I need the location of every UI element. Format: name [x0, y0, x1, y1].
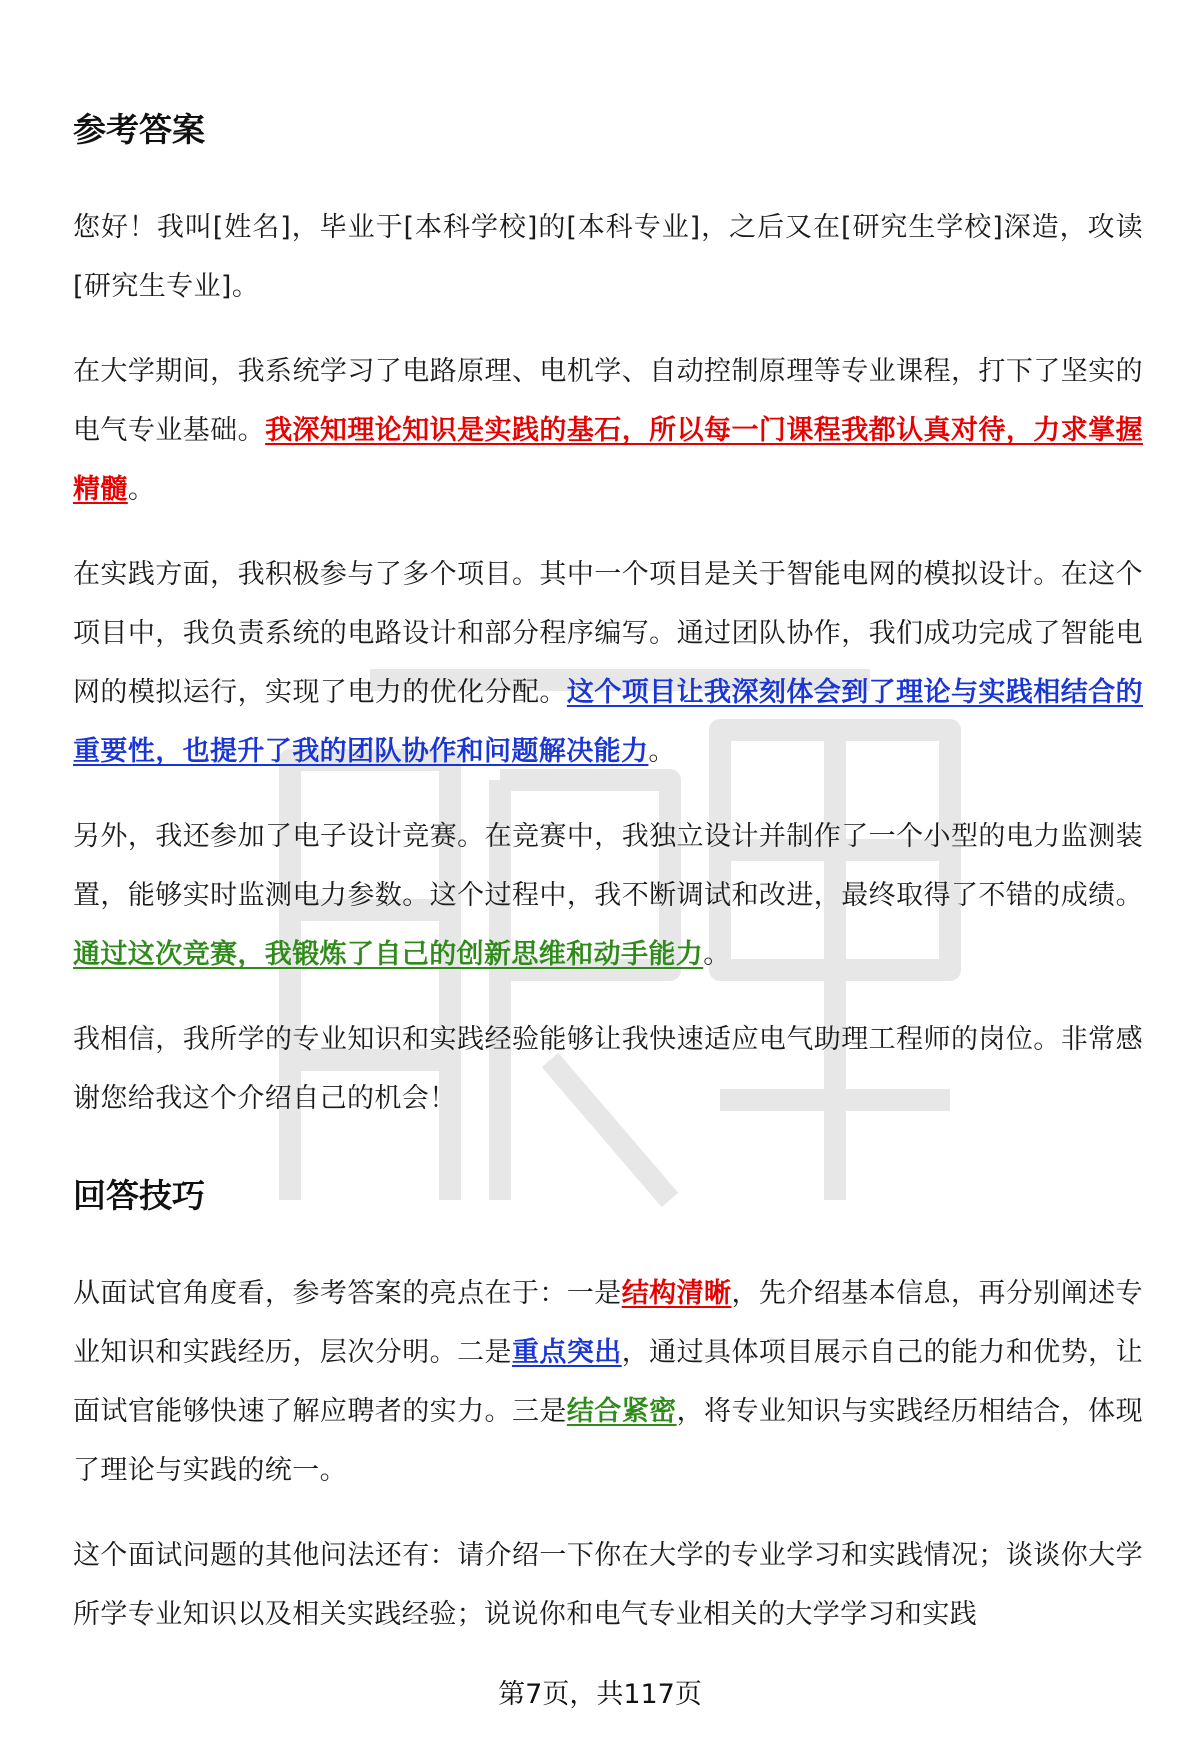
paragraph-text: 另外，我还参加了电子设计竞赛。在竞赛中，我独立设计并制作了一个小型的电力监测装置，能够实时监测电力参数。这个过程中，我不断调试和改进，最终取得了不错的成绩。 — [73, 821, 1143, 911]
paragraph-text: 在大学期间，我系统学习了电路原理、电机学、自动控制原理等专业课程，打下了坚实的电气专业基础。 — [73, 356, 1143, 446]
paragraph-text: 在实践方面，我积极参与了多个项目。其中一个项目是关于智能电网的模拟设计。在这个项目中，我负责系统的电路设计和部分程序编写。通过团队协作，我们成功完成了智能电网的模拟运行，实现了电力的优化分配。 — [73, 559, 1143, 708]
document-content — [73, 100, 1143, 1670]
section-title: 回答技巧 — [73, 1176, 205, 1215]
paragraph — [73, 1010, 1143, 1128]
paragraph-text: 我相信，我所学的专业知识和实践经验能够让我快速适应电气助理工程师的岗位。非常感谢您给我这个介绍自己的机会！ — [73, 1024, 1143, 1114]
highlight-blue: 这个项目让我深刻体会到了理论与实践相结合的重要性，也提升了我的团队协作和问题解决能力 — [73, 677, 1143, 767]
paragraph — [73, 1264, 1143, 1500]
paragraph-text: 。 — [648, 736, 676, 767]
paragraph-text: ，将专业知识与实践经历相结合，体现了理论与实践的统一。 — [73, 1396, 1143, 1486]
highlight-green: 结合紧密 — [566, 1396, 677, 1427]
highlight-blue: 重点突出 — [511, 1337, 622, 1368]
paragraph-text: 您好！我叫[姓名]，毕业于[本科学校]的[本科专业]，之后又在[研究生学校]深造，攻读[研究生专业]。 — [73, 212, 1143, 302]
section-title: 参考答案 — [73, 110, 205, 149]
page-number: 第7页，共117页 — [498, 1679, 702, 1710]
paragraph-text: ，通过具体项目展示自己的能力和优势，让面试官能够快速了解应聘者的实力。三是 — [73, 1337, 1143, 1427]
highlight-red: 结构清晰 — [621, 1278, 732, 1309]
paragraph-text: 。 — [703, 939, 731, 970]
highlight-green: 通过这次竞赛，我锻炼了自己的创新思维和动手能力 — [73, 939, 704, 970]
paragraph-text: 。 — [127, 474, 156, 505]
paragraph — [73, 342, 1143, 519]
paragraph — [73, 198, 1143, 316]
paragraph-text: ，先介绍基本信息，再分别阐述专业知识和实践经历，层次分明。二是 — [73, 1278, 1143, 1368]
paragraph-text: 这个面试问题的其他问法还有：请介绍一下你在大学的专业学习和实践情况；谈谈你大学所学专业知识以及相关实践经验；说说你和电气专业相关的大学学习和实践 — [73, 1540, 1143, 1630]
paragraph — [73, 545, 1143, 781]
paragraph — [73, 807, 1143, 984]
paragraph — [73, 1526, 1143, 1644]
highlight-red: 我深知理论知识是实践的基石，所以每一门课程我都认真对待，力求掌握精髓 — [73, 415, 1143, 505]
paragraph-text: 从面试官角度看，参考答案的亮点在于：一是 — [73, 1278, 622, 1309]
